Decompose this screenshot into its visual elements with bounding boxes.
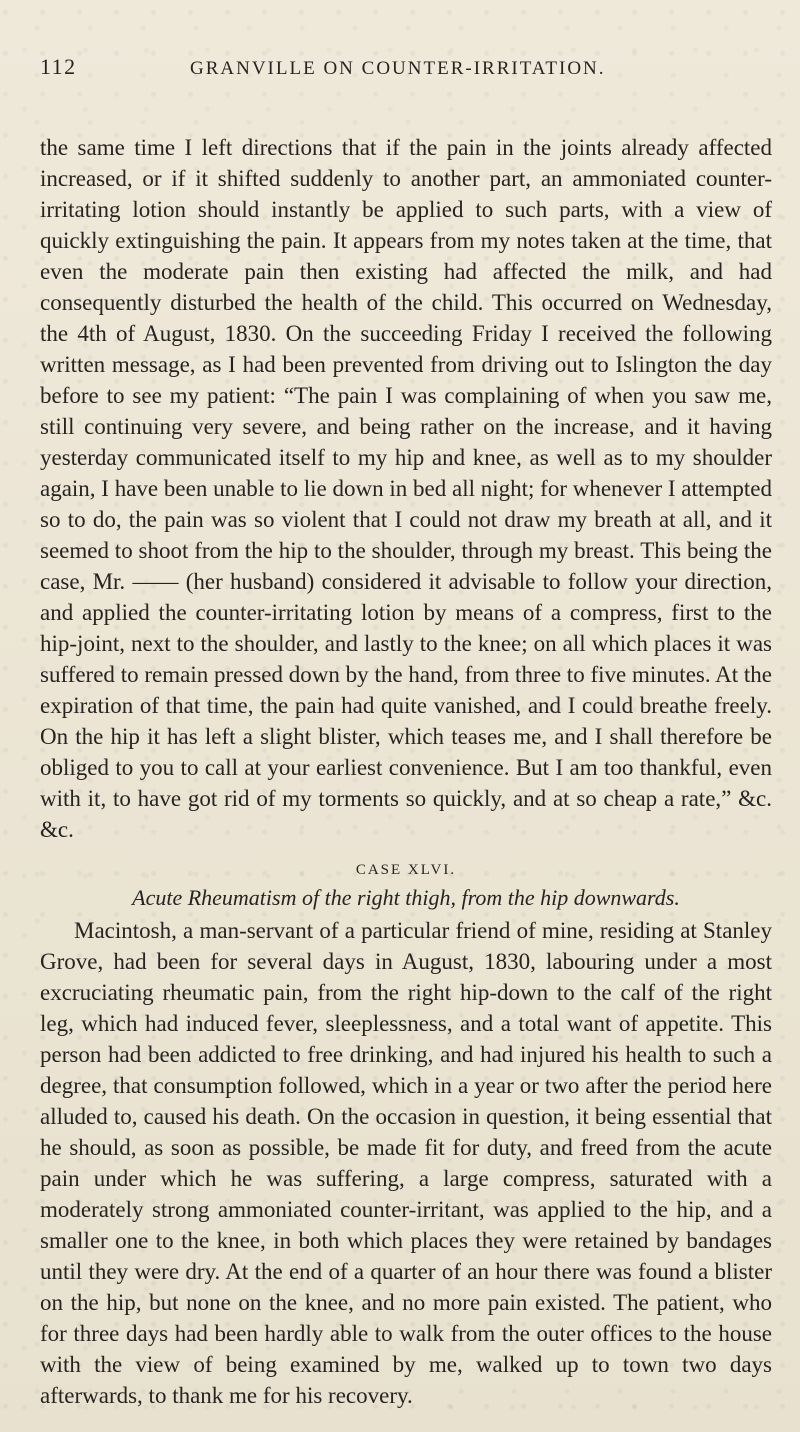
running-title: GRANVILLE ON COUNTER-IRRITATION. [190,58,606,79]
body-paragraph: the same time I left directions that if the pain in the joints already affected increased, or if it shifted suddenly to another part, an ammoniated counter-irritating lotion should instantly be applied to such parts, with a view of quickly extinguishing the pain. It appears from my notes taken at the time, that even the moderate pain then existing had affected the milk, and had consequently disturbed the health of the child. This occurred on Wednesday, the 4th of August, 1830. On the succeeding Friday I received the following written message, as I had been prevented from driving out to Islington the day before to see my patient: “The pain I was complaining of when you saw me, still continuing very severe, and being rather on the increase, and it having yesterday communicated itself to my hip and knee, as well as to my shoulder again, I have been unable to lie down in bed all night; for whenever I attempted so to do, the pain was so violent that I could not draw my breath at all, and it seemed to shoot from the hip to the shoulder, through my breast. This being the case, Mr. —— (her husband) considered it advisable to follow your direction, and applied the counter-irritating lotion by means of a compress, first to the hip-joint, next to the shoulder, and lastly to the knee; on all which places it was suffered to remain pressed down by the hand, from three to five minutes. At the expiration of that time, the pain had quite vanished, and I could breathe freely. On the hip it has left a slight blister, which teases me, and I shall therefore be obliged to you to call at your earliest convenience. But I am too thankful, even with it, to have got rid of my torments so quickly, and at so cheap a rate,” &c. &c. [40,135,772,842]
case-subtitle: Acute Rheumatism of the right thigh, from the hip downwards. [132,885,680,910]
running-head [40,54,772,94]
body-paragraph: Macintosh, a man-servant of a particular friend of mine, residing at Stanley Grove, had been for several days in August, 1830, labouring under a most excruciating rheumatic pain, from the right hip-down to the calf of the right leg, which had induced fever, sleeplessness, and a total want of appetite. This person had been addicted to free drinking, and had injured his health to such a degree, that consumption followed, which in a year or two after the period here alluded to, caused his death. On the occasion in question, it being essential that he should, as soon as possible, be made fit for duty, and freed from the acute pain under which he was suffering, a large compress, saturated with a moderately strong ammoniated counter-irritant, was applied to the hip, and a smaller one to the knee, in both which places they were retained by bandages until they were dry. At the end of a quarter of an hour there was found a blister on the hip, but none on the knee, and no more pain existed. The patient, who for three days had been hardly able to walk from the outer offices to the house with the view of being examined by me, walked up to town two days afterwards, to thank me for his recovery. [40,918,772,1408]
case-heading: CASE XLVI. [355,862,457,878]
page-number: 112 [40,54,77,79]
